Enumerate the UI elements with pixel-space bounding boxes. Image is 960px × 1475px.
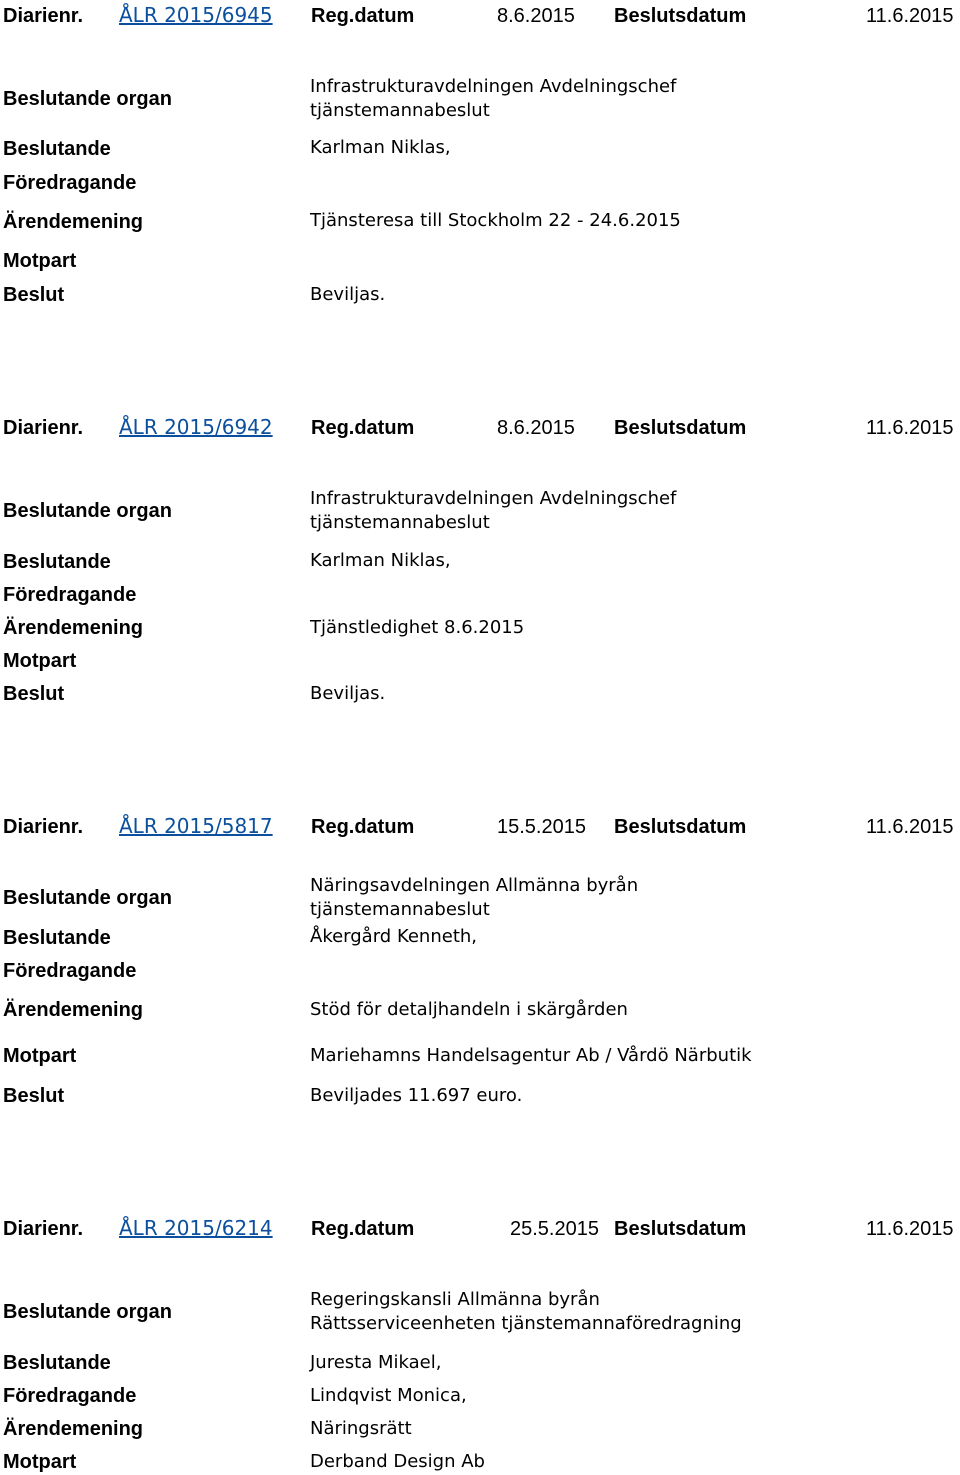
beslutande-organ-line1: Infrastrukturavdelningen Avdelningschef bbox=[310, 76, 677, 97]
beslutsdatum-label: Beslutsdatum bbox=[614, 5, 747, 27]
motpart-label: Motpart bbox=[3, 250, 77, 272]
beslutsdatum-label: Beslutsdatum bbox=[614, 816, 747, 838]
beslutande-organ-line2: tjänstemannabeslut bbox=[310, 512, 490, 533]
diarienr-label: Diarienr. bbox=[3, 816, 84, 838]
regdatum-value: 8.6.2015 bbox=[497, 417, 575, 439]
diarienr-link[interactable]: ÅLR 2015/6214 bbox=[119, 1216, 273, 1240]
regdatum-label: Reg.datum bbox=[311, 1218, 415, 1240]
regdatum-value: 8.6.2015 bbox=[497, 5, 575, 27]
motpart-label: Motpart bbox=[3, 1451, 77, 1473]
beslut-value: Beviljas. bbox=[310, 284, 386, 305]
regdatum-label: Reg.datum bbox=[311, 5, 415, 27]
beslut-label: Beslut bbox=[3, 1085, 65, 1107]
diarienr-link[interactable]: ÅLR 2015/6942 bbox=[119, 415, 273, 439]
foredragande-label: Föredragande bbox=[3, 960, 137, 982]
foredragande-label: Föredragande bbox=[3, 172, 137, 194]
motpart-label: Motpart bbox=[3, 650, 77, 672]
arendemening-label: Ärendemening bbox=[3, 999, 144, 1021]
beslutsdatum-label: Beslutsdatum bbox=[614, 1218, 747, 1240]
diarienr-link[interactable]: ÅLR 2015/6945 bbox=[119, 3, 273, 27]
foredragande-label: Föredragande bbox=[3, 1385, 137, 1407]
regdatum-value: 25.5.2015 bbox=[510, 1218, 599, 1240]
beslutsdatum-value: 11.6.2015 bbox=[866, 816, 954, 838]
diarienr-label: Diarienr. bbox=[3, 417, 84, 439]
beslut-value: Beviljades 11.697 euro. bbox=[310, 1085, 523, 1106]
regdatum-label: Reg.datum bbox=[311, 816, 415, 838]
beslutande-organ-line1: Infrastrukturavdelningen Avdelningschef bbox=[310, 488, 677, 509]
beslutande-label: Beslutande bbox=[3, 927, 111, 949]
beslutande-organ-line1: Regeringskansli Allmänna byrån bbox=[310, 1289, 600, 1310]
beslut-value: Beviljas. bbox=[310, 683, 386, 704]
arendemening-label: Ärendemening bbox=[3, 211, 144, 233]
arendemening-value: Näringsrätt bbox=[310, 1418, 412, 1439]
beslut-label: Beslut bbox=[3, 683, 65, 705]
beslutande-organ-label: Beslutande organ bbox=[3, 500, 172, 522]
regdatum-label: Reg.datum bbox=[311, 417, 415, 439]
beslutande-organ-line2: tjänstemannabeslut bbox=[310, 100, 490, 121]
diarienr-label: Diarienr. bbox=[3, 5, 84, 27]
foredragande-value: Lindqvist Monica, bbox=[310, 1385, 467, 1406]
foredragande-label: Föredragande bbox=[3, 584, 137, 606]
beslutande-label: Beslutande bbox=[3, 551, 111, 573]
motpart-label: Motpart bbox=[3, 1045, 77, 1067]
arendemening-label: Ärendemening bbox=[3, 1418, 144, 1440]
regdatum-value: 15.5.2015 bbox=[497, 816, 586, 838]
motpart-value: Mariehamns Handelsagentur Ab / Vårdö Närbutik bbox=[310, 1045, 752, 1066]
beslutande-organ-label: Beslutande organ bbox=[3, 887, 172, 909]
beslutsdatum-value: 11.6.2015 bbox=[866, 417, 954, 439]
beslutande-value: Karlman Niklas, bbox=[310, 137, 451, 158]
beslutande-organ-label: Beslutande organ bbox=[3, 1301, 172, 1323]
beslut-label: Beslut bbox=[3, 284, 65, 306]
arendemening-value: Tjänstledighet 8.6.2015 bbox=[310, 617, 525, 638]
beslutsdatum-label: Beslutsdatum bbox=[614, 417, 747, 439]
beslutande-value: Juresta Mikael, bbox=[310, 1352, 442, 1373]
beslutande-organ-line1: Näringsavdelningen Allmänna byrån bbox=[310, 875, 639, 896]
arendemening-value: Tjänsteresa till Stockholm 22 - 24.6.2015 bbox=[310, 210, 681, 231]
diarienr-label: Diarienr. bbox=[3, 1218, 84, 1240]
diarienr-link[interactable]: ÅLR 2015/5817 bbox=[119, 814, 273, 838]
beslutande-value: Åkergård Kenneth, bbox=[310, 926, 478, 947]
beslutande-value: Karlman Niklas, bbox=[310, 550, 451, 571]
arendemening-label: Ärendemening bbox=[3, 617, 144, 639]
beslutande-organ-line2: tjänstemannabeslut bbox=[310, 899, 490, 920]
arendemening-value: Stöd för detaljhandeln i skärgården bbox=[310, 999, 628, 1020]
beslutande-label: Beslutande bbox=[3, 138, 111, 160]
motpart-value: Derband Design Ab bbox=[310, 1451, 485, 1472]
beslutande-label: Beslutande bbox=[3, 1352, 111, 1374]
beslutsdatum-value: 11.6.2015 bbox=[866, 5, 954, 27]
beslutande-organ-line2: Rättsserviceenheten tjänstemannaföredragning bbox=[310, 1313, 742, 1334]
beslutande-organ-label: Beslutande organ bbox=[3, 88, 172, 110]
beslutsdatum-value: 11.6.2015 bbox=[866, 1218, 954, 1240]
